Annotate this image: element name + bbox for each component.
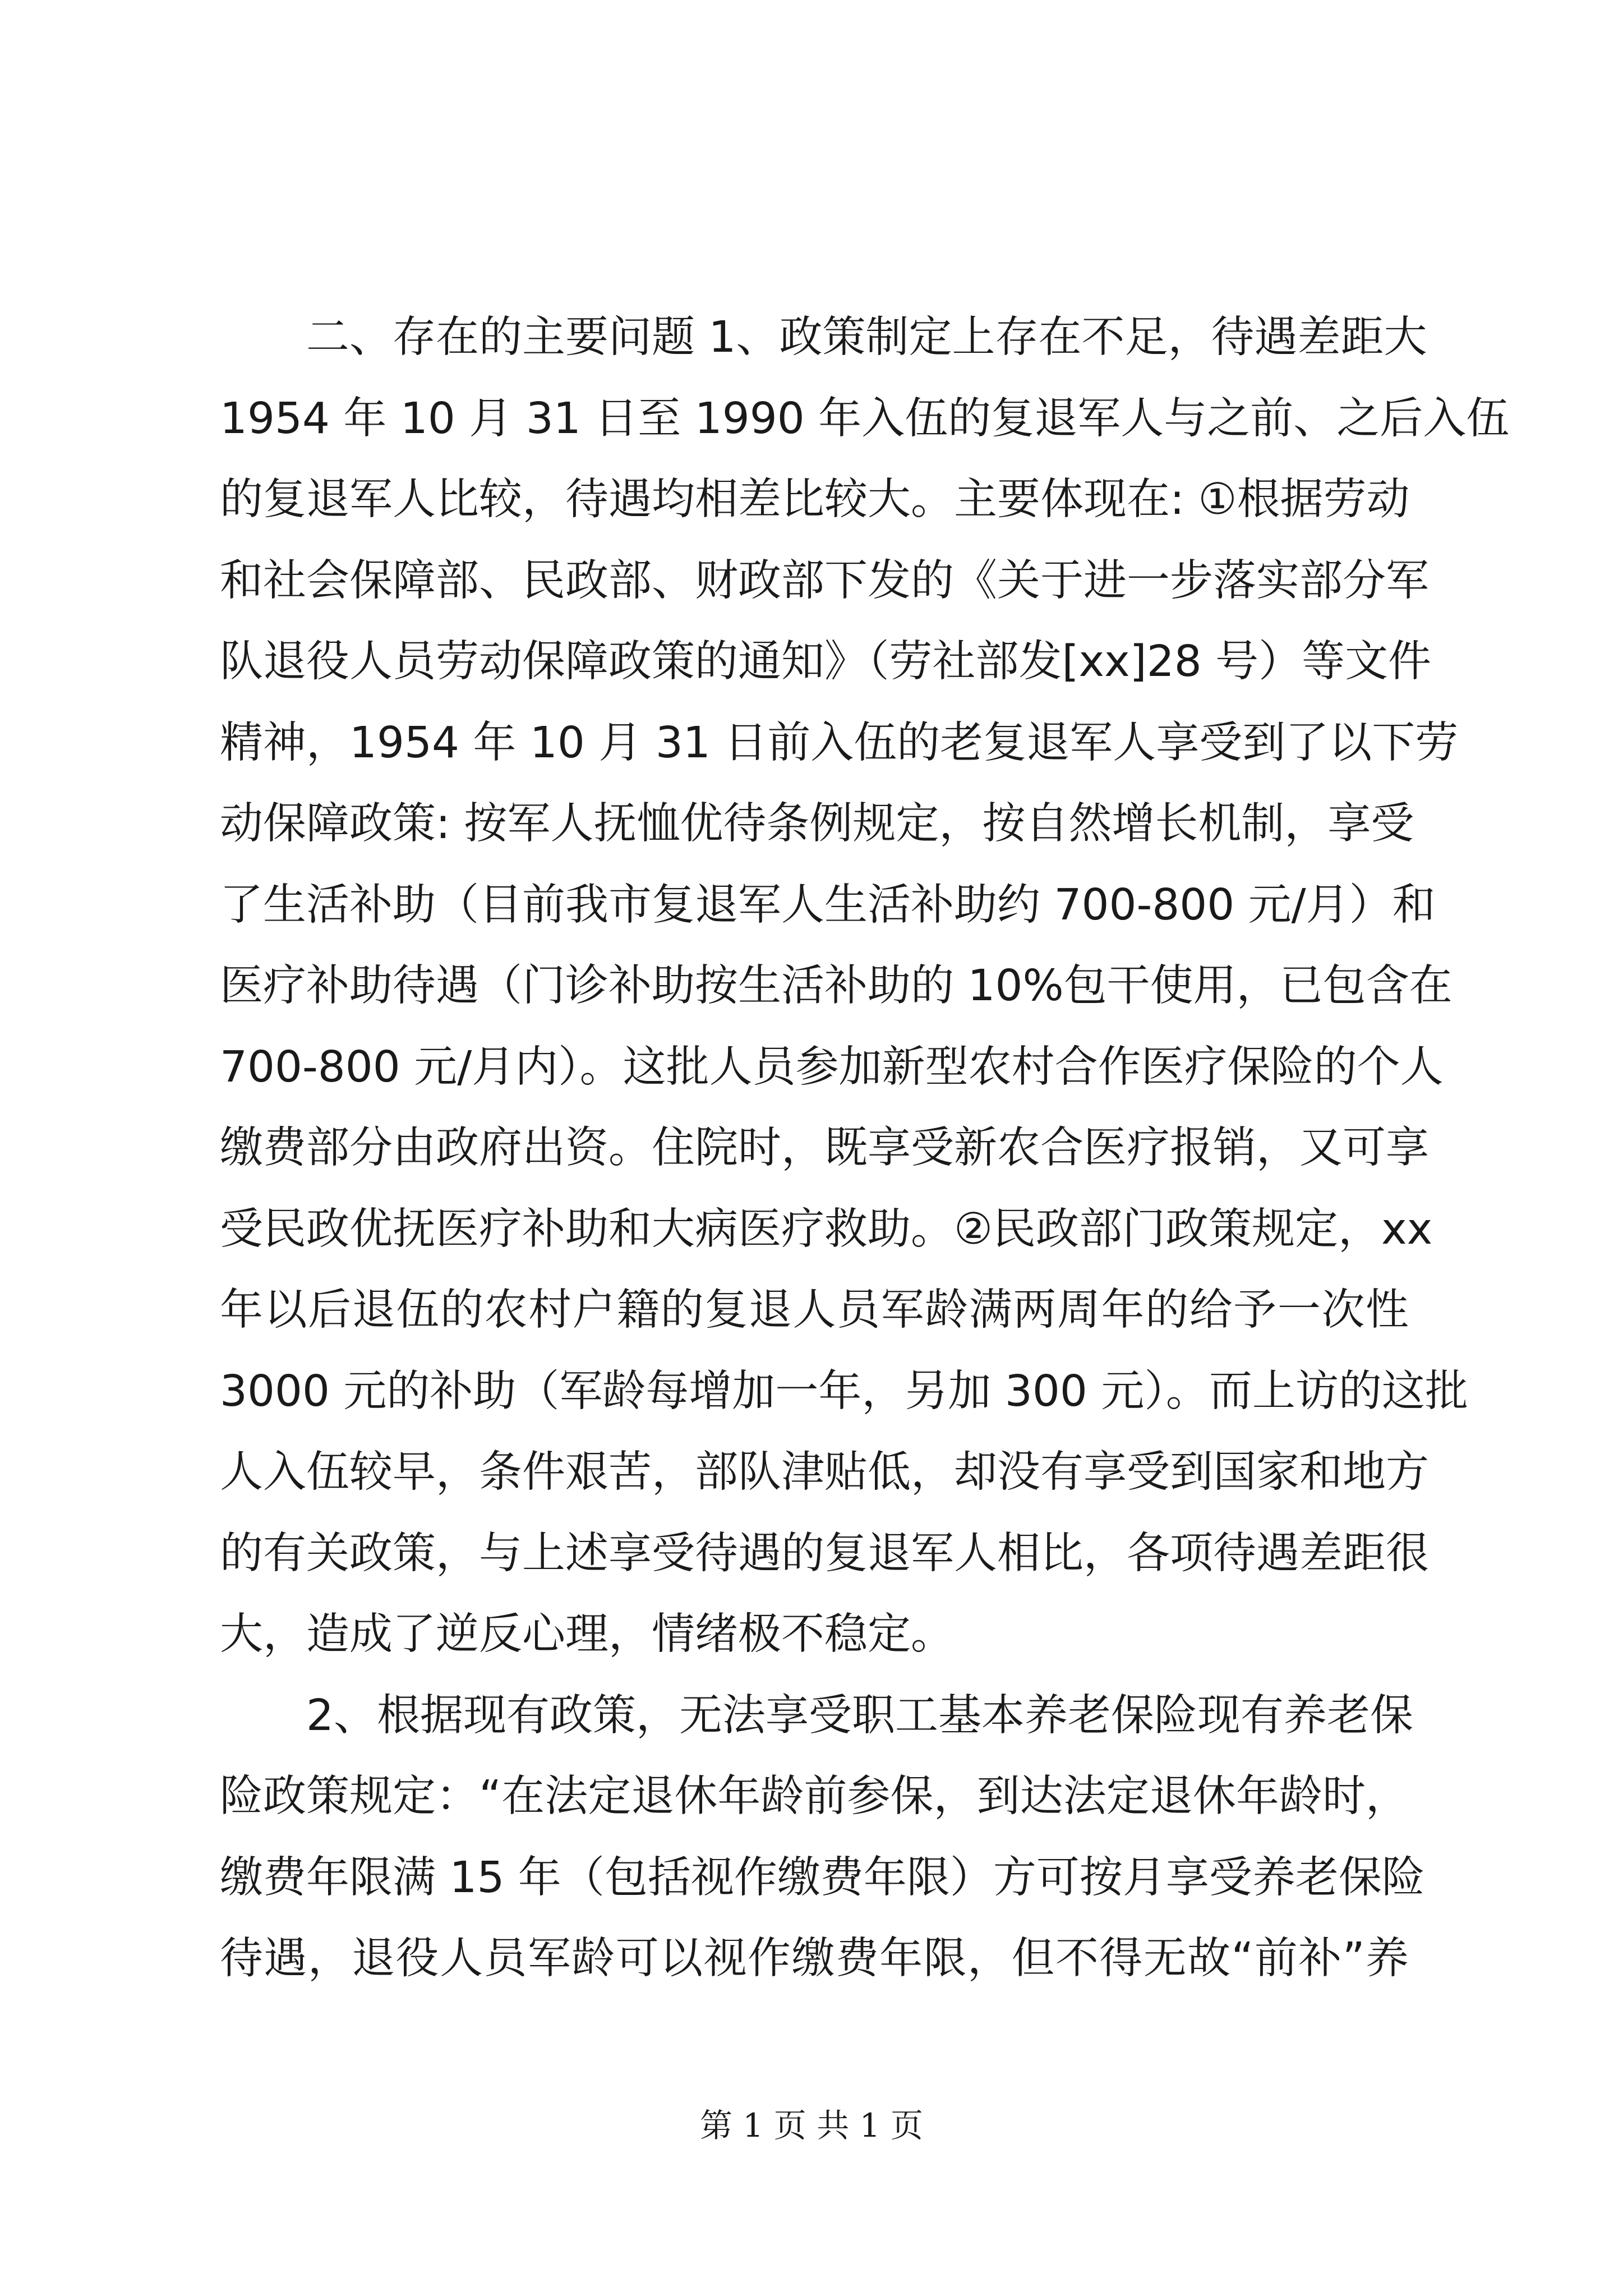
text-line: 二、存在的主要问题 1、政策制定上存在不足，待遇差距大 (306, 312, 1427, 362)
text-line: 人入伍较早，条件艰苦，部队津贴低，却没有享受到国家和地方 (220, 1447, 1429, 1497)
text-line: 大，造成了逆反心理，情绪极不稳定。 (220, 1609, 954, 1659)
text-line: 险政策规定：“在法定退休年龄前参保，到达法定退休年龄时， (220, 1772, 1409, 1821)
text-line: 2、根据现有政策，无法享受职工基本养老保险现有养老保 (306, 1690, 1413, 1741)
text-line: 医疗补助待遇（门诊补助按生活补助的 10%包干使用，已包含在 (220, 961, 1453, 1011)
text-line: 精神，1954 年 10 月 31 日前入伍的老复退军人享受到了以下劳 (220, 717, 1459, 768)
text-line: 动保障政策: 按军人抚恤优待条例规定，按自然增长机制，享受 (220, 799, 1414, 849)
text-line: 待遇，退役人员军龄可以视作缴费年限，但不得无故“前补”养 (220, 1934, 1409, 1984)
text-line: 的有关政策，与上述享受待遇的复退军人相比，各项待遇差距很 (220, 1528, 1429, 1579)
text-line: 的复退军人比较，待遇均相差比较大。主要体现在: ①根据劳动 (220, 475, 1410, 524)
text-line: 700-800 元/月内）。这批人员参加新型农村合作医疗保险的个人 (220, 1042, 1444, 1092)
text-line: 年以后退伍的农村户籍的复退人员军龄满两周年的给予一次性 (220, 1285, 1409, 1335)
text-line: 了生活补助（目前我市复退军人生活补助约 700-800 元/月）和 (220, 880, 1436, 930)
paragraph-2 (220, 1676, 1425, 2000)
page-footer: 第 1 页 共 1 页 (700, 2106, 923, 2145)
text-line: 和社会保障部、民政部、财政部下发的《关于进一步落实部分军 (220, 555, 1429, 606)
document-body (220, 297, 1510, 2000)
text-line: 缴费年限满 15 年（包括视作缴费年限）方可按月享受养老保险 (220, 1852, 1425, 1903)
text-line: 队退役人员劳动保障政策的通知》（劳社部发[xx]28 号）等文件 (220, 637, 1432, 687)
paragraph-1 (220, 297, 1510, 1676)
text-line: 缴费部分由政府出资。住院时，既享受新农合医疗报销，又可享 (220, 1123, 1429, 1173)
text-line: 受民政优抚医疗补助和大病医疗救助。②民政部门政策规定，xx (220, 1204, 1433, 1254)
text-line: 1954 年 10 月 31 日至 1990 年入伍的复退军人与之前、之后入伍 (220, 393, 1510, 444)
text-line: 3000 元的补助（军龄每增加一年，另加 300 元）。而上访的这批 (220, 1366, 1468, 1416)
